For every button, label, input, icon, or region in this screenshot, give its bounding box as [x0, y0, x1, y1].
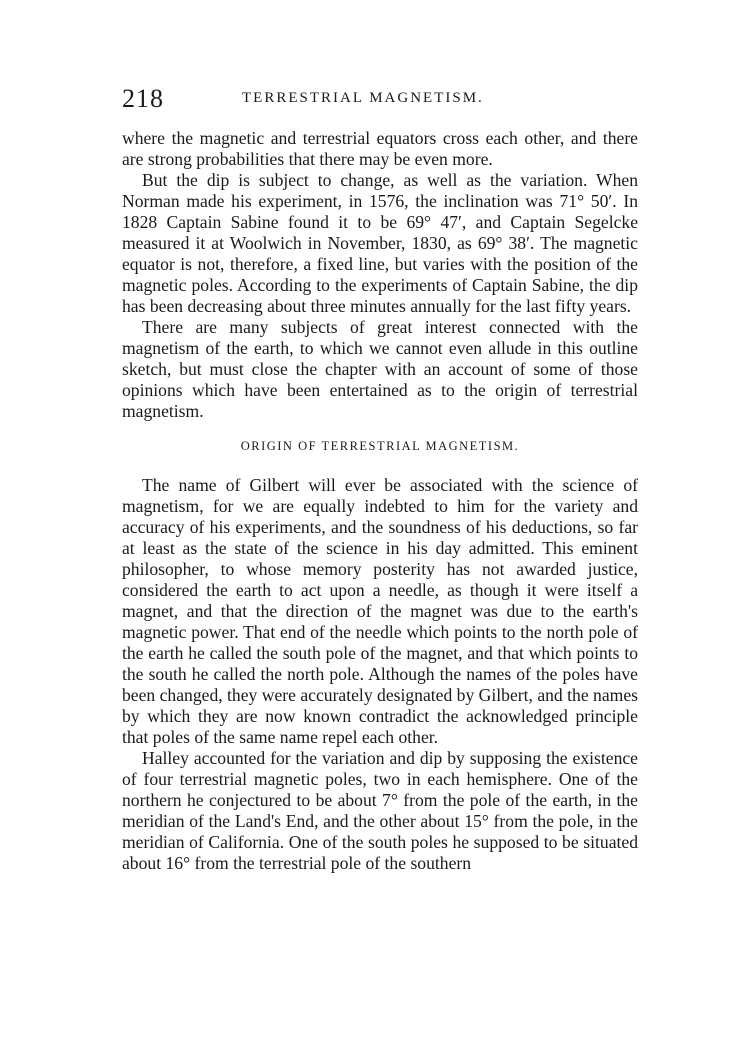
body-text [122, 128, 638, 874]
page-header [122, 84, 638, 120]
paragraph-gilbert: The name of Gilbert will ever be associated with the science of magnetism, for we are equally indebted to him for the variety and accuracy of his experiments, and the soundness of his deductions, so far at least as the state of the science in his day admitted. This eminent philosopher, to whose memory posterity has not awarded justice, considered the earth to act upon a needle, as though it were itself a magnet, and that the direction of the magnet was due to the earth's magnetic power. That end of the needle which points to the north pole of the earth he called the south pole of the magnet, and that which points to the south he called the north pole. Although the names of the poles have been changed, they were accurately designated by Gilbert, and the names by which they are now known contradict the acknowledged principle that poles of the same name repel each other. [122, 475, 638, 747]
section-heading: ORIGIN OF TERRESTRIAL MAGNETISM. [240, 439, 520, 453]
paragraph-dip-change: But the dip is subject to change, as well as the variation. When Norman made his experiment, in 1576, the inclination was 71° 50′. In 1828 Captain Sabine found it to be 69° 47′, and Captain Segelcke measured it at Woolwich in November, 1830, as 69° 38′. The magnetic equator is not, therefore, a fixed line, but varies with the position of the magnetic poles. According to the experiments of Captain Sabine, the dip has been decreasing about three minutes annually for the last fifty years. [122, 170, 638, 316]
book-page [122, 84, 638, 874]
page-number: 218 [122, 84, 164, 113]
paragraph-continued: where the magnetic and terrestrial equators cross each other, and there are strong probabilities that there may be even more. [122, 128, 638, 169]
running-head: TERRESTRIAL MAGNETISM. [242, 90, 484, 106]
paragraph-halley: Halley accounted for the variation and dip by supposing the existence of four terrestrial magnetic poles, two in each hemisphere. One of the northern he conjectured to be about 7° from the pole of the earth, in the meridian of the Land's End, and the other about 15° from the pole, in the meridian of California. One of the south poles he supposed to be situated about 16° from the terrestrial pole of the southern [122, 748, 638, 873]
paragraph-subjects: There are many subjects of great interest connected with the magnetism of the earth, to which we cannot even allude in this outline sketch, but must close the chapter with an account of some of those opinions which have been entertained as to the origin of terrestrial magnetism. [122, 317, 638, 421]
